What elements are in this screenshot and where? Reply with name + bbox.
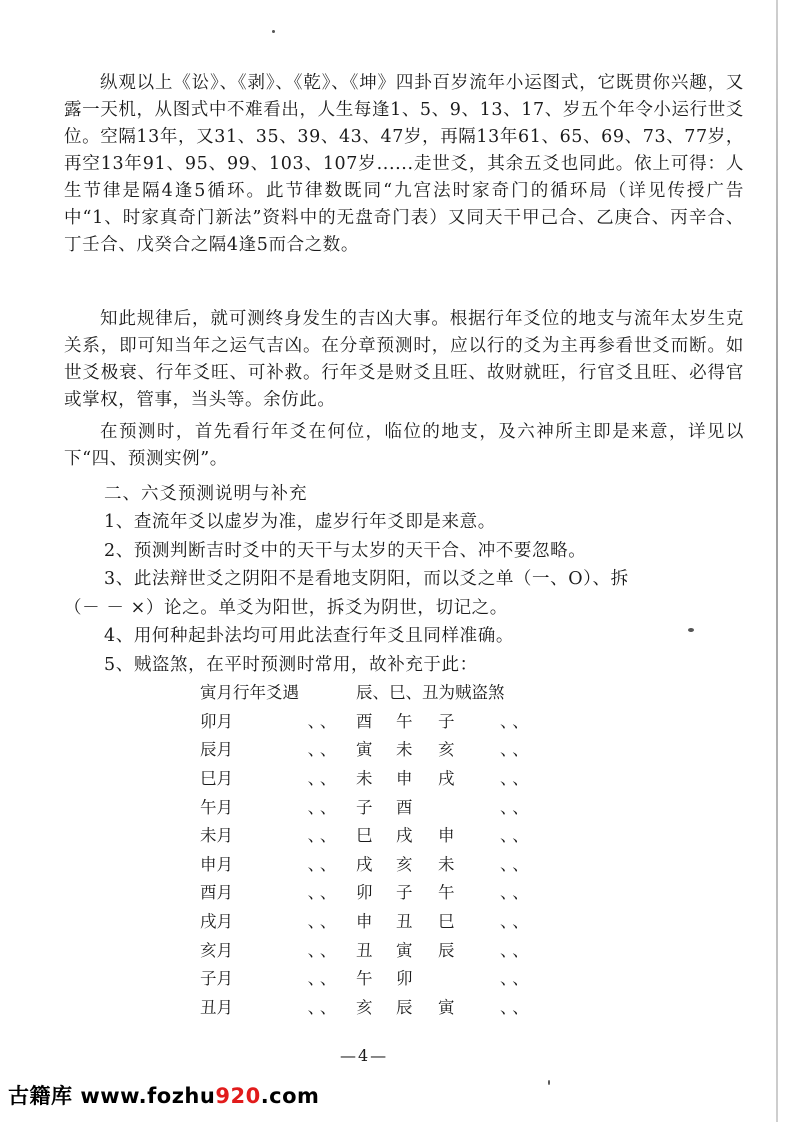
row-ditto-2: 、、 [500,912,533,932]
list-item: 2、预测判断吉时爻中的天干与太岁的天干合、冲不要忽略。 [104,540,587,561]
row-branch-3: 辰 [438,940,455,960]
row-ditto-2: 、、 [500,740,533,760]
site-watermark [8,1080,319,1110]
list-item: 4、用何种起卦法均可用此法查行年爻且同样准确。 [104,626,514,646]
list-item: （－ － ×）论之。单爻为阳世，拆爻为阴世，切记之。 [64,597,508,618]
table-row [200,820,600,849]
table-row [200,906,600,935]
row-branch-3: 亥 [438,740,455,760]
table-row [200,791,600,820]
row-branch-3: 巳 [438,912,455,932]
row-ditto-2: 、、 [500,854,533,874]
row-branch-2: 亥 [396,854,413,874]
row-branch-1: 酉 [356,711,373,731]
paragraph-1: 纵观以上《讼》、《剥》、《乾》、《坤》四卦百岁流年小运图式，它既贯你兴趣，又露一天机，从图式中不难看出，人生每逢1、5、9、13、17、岁五个年令小运行世爻位。空隔13年，又31、35、39、43、47岁，再隔13年61、65、69、73、77岁，再空13年91、95、99、103、107岁......走世爻，其余五爻也同此。依上可得：人生节律是隔4逢5循环。此节律数既同“九宫法时家奇门的循环局（详见传授广告中“1、时家真奇门新法”资料中的无盘奇门表）又同天干甲己合、乙庚合、丙辛合、丁壬合、戊癸合之隔4逢5而合之数。 [64,73,744,255]
scan-edge-line [776,0,778,1122]
row-month: 丑月 [200,997,233,1017]
row-ditto-2: 、、 [500,797,533,817]
row-ditto-1: 、、 [307,883,341,903]
table-row [200,763,600,792]
row-ditto-1: 、、 [307,997,341,1017]
row-ditto-2: 、、 [500,969,533,989]
row-month: 辰月 [200,740,233,760]
row-ditto-1: 、、 [307,940,341,960]
paragraph-2: 知此规律后，就可测终身发生的吉凶大事。根据行年爻位的地支与流年太岁生克关系，即可知当年之运气吉凶。在分章预测时，应以行的爻为主再参看世爻而断。如世爻极衰、行年爻旺、可补救。行年爻是财爻且旺、故财就旺，行官爻且旺、必得官或掌权，管事，当头等。余仿此。 [64,309,744,410]
row-branch-1: 寅 [356,740,373,760]
row-month: 未月 [200,826,233,846]
row-ditto-2: 、、 [500,826,533,846]
row-branch-3: 申 [438,826,455,846]
table-row [200,706,600,735]
row-month: 申月 [200,854,233,874]
table-row [200,849,600,878]
header-month: 寅月行年爻遇 [200,683,299,703]
table-row [200,934,600,963]
watermark-brand: 古籍库 [8,1084,73,1108]
row-ditto-1: 、、 [307,826,341,846]
watermark-url-num: 920 [215,1084,261,1108]
list-item: 1、查流年爻以虚岁为准，虚岁行年爻即是来意。 [104,512,496,532]
row-ditto-2: 、、 [500,769,533,789]
thief-sha-table [200,677,600,1020]
row-branch-1: 戌 [356,854,373,874]
row-ditto-1: 、、 [307,740,341,760]
scan-speck [548,1080,550,1085]
row-month: 午月 [200,797,233,817]
row-month: 戌月 [200,912,233,932]
row-branch-2: 戌 [396,826,413,846]
row-ditto-1: 、、 [307,912,341,932]
row-ditto-1: 、、 [307,769,341,789]
scan-speck [272,30,275,33]
row-branch-2: 午 [396,711,413,731]
row-month: 巳月 [200,769,233,789]
watermark-url-suffix: .com [260,1084,320,1108]
list-item: 3、此法辩世爻之阴阳不是看地支阴阳，而以爻之单（一、O）、拆 [104,569,629,589]
row-month: 子月 [200,969,233,989]
row-branch-2: 酉 [396,797,413,817]
row-branch-1: 子 [356,797,373,817]
row-branch-3: 寅 [438,997,455,1017]
row-branch-2: 申 [396,769,413,789]
row-branch-2: 未 [396,740,413,760]
row-branch-3: 未 [438,854,455,874]
row-ditto-2: 、、 [500,940,533,960]
row-ditto-2: 、、 [500,997,533,1017]
table-row [200,734,600,763]
row-month: 酉月 [200,883,233,903]
header-branches: 辰、巳、丑为贼盗煞 [356,683,505,703]
row-branch-2: 辰 [396,997,413,1017]
row-branch-1: 亥 [356,997,373,1017]
row-branch-2: 寅 [396,940,413,960]
row-branch-2: 卯 [396,969,413,989]
row-branch-1: 午 [356,969,373,989]
table-row [200,963,600,992]
section-heading: 二、六爻预测说明与补充 [104,484,308,504]
row-branch-1: 申 [356,912,373,932]
watermark-url-prefix: www.fozhu [80,1084,216,1108]
notes-list [64,508,754,679]
row-branch-3: 子 [438,711,455,731]
row-ditto-2: 、、 [500,883,533,903]
row-branch-1: 丑 [356,940,373,960]
row-branch-1: 未 [356,769,373,789]
table-row [200,877,600,906]
page-number: —4— [340,1046,389,1065]
row-month: 亥月 [200,940,233,960]
row-ditto-1: 、、 [307,854,341,874]
scan-speck [688,628,694,632]
row-ditto-1: 、、 [307,797,341,817]
list-item: 5、贼盗煞，在平时预测时常用，故补充于此： [104,654,478,675]
row-branch-3 [438,963,500,992]
row-branch-2: 丑 [396,912,413,932]
row-branch-3: 戌 [438,769,455,789]
row-branch-3: 午 [438,883,455,903]
row-branch-3 [438,791,500,820]
row-branch-1: 卯 [356,883,373,903]
row-ditto-2: 、、 [500,711,533,731]
table-row [200,992,600,1021]
paragraph-3: 在预测时，首先看行年爻在何位，临位的地支，及六神所主即是来意，详见以下“四、预测实例”。 [64,422,744,469]
row-ditto-1: 、、 [307,711,341,731]
row-branch-2: 子 [396,883,413,903]
row-ditto-1: 、、 [307,969,341,989]
table-header-row [200,677,600,706]
row-branch-1: 巳 [356,826,373,846]
row-month: 卯月 [200,711,233,731]
